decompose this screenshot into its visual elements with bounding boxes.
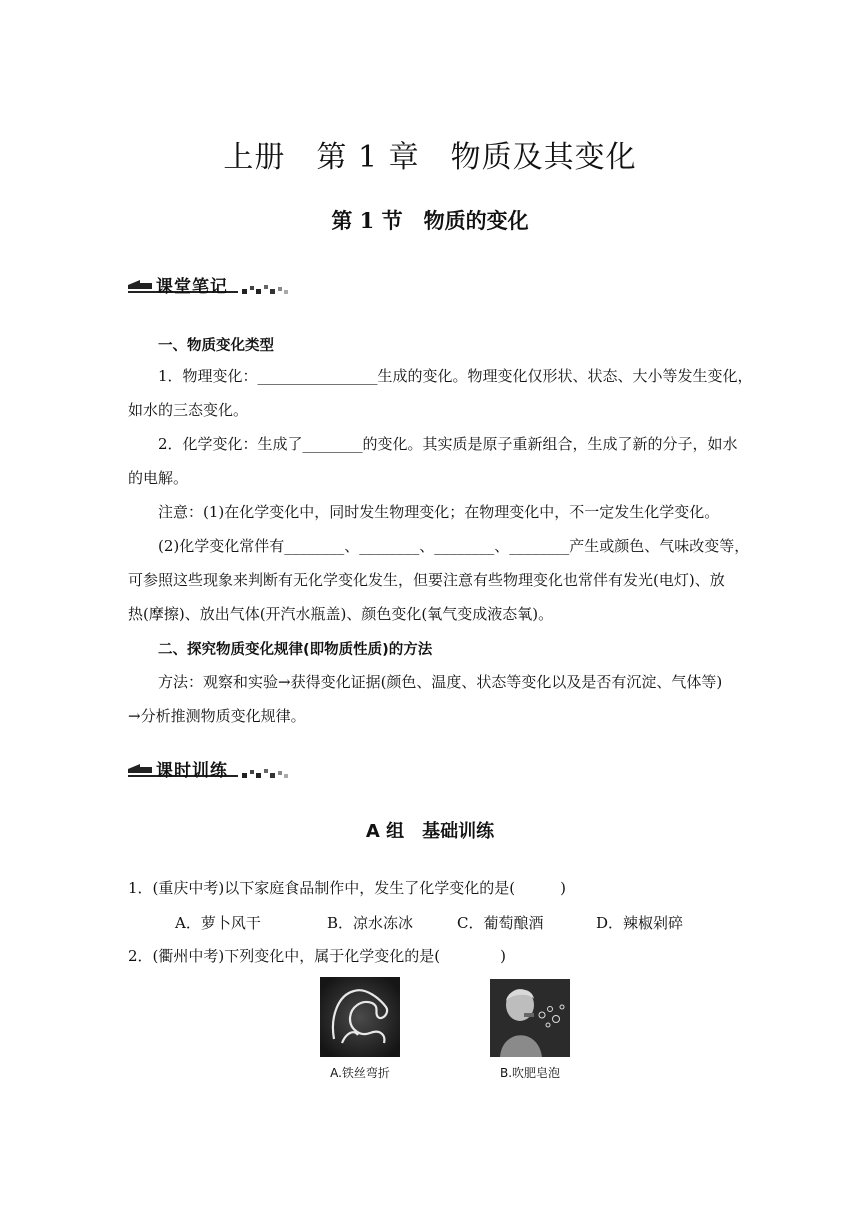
training-banner (126, 756, 291, 782)
blowing-bubbles-image (490, 979, 570, 1057)
question-1-option-c: C．葡萄酿酒 (457, 914, 544, 932)
image-caption-b: B.吹肥皂泡 (499, 1066, 561, 1080)
notes-item2-line2: 的电解。 (128, 469, 189, 487)
notes-method-line1: 方法：观察和实验→获得变化证据(颜色、温度、状态等变化以及是否有沉淀、气体等) (158, 673, 723, 691)
notes-item1-line2: 如水的三态变化。 (128, 401, 249, 419)
group-title: A 组 基础训练 (365, 821, 495, 842)
notes-method-line2: →分析推测物质变化规律。 (128, 707, 306, 725)
notes-heading-1: 一、物质变化类型 (158, 338, 274, 354)
chapter-title: 上册 第 1 章 物质及其变化 (223, 140, 637, 175)
image-caption-a: A.铁丝弯折 (330, 1066, 390, 1080)
notes-note2-line3: 热(摩擦)、放出气体(开汽水瓶盖)、颜色变化(氧气变成液态氧)。 (128, 605, 554, 623)
question-1-option-d: D．辣椒剁碎 (596, 914, 684, 932)
notes-item2-line1: 2．化学变化：生成了________的变化。其实质是原子重新组合，生成了新的分子，如水 (158, 435, 738, 453)
notes-note2-line2: 可参照这些现象来判断有无化学变化发生，但要注意有些物理变化也常伴有发光(电灯)、放 (128, 571, 725, 589)
question-2-stem: 2．(衢州中考)下列变化中，属于化学变化的是( ) (128, 947, 506, 965)
question-1-option-b: B．凉水冻冰 (327, 914, 414, 932)
question-1-option-a: A．萝卜风干 (175, 914, 261, 932)
training-banner-label: 课时训练 (156, 761, 228, 781)
question-1-stem: 1．(重庆中考)以下家庭食品制作中，发生了化学变化的是( ) (128, 879, 566, 897)
notes-banner-label: 课堂笔记 (156, 277, 228, 297)
notes-banner (126, 272, 291, 298)
bent-wire-image (320, 977, 400, 1057)
section-title: 第 1 节 物质的变化 (331, 208, 529, 233)
notes-heading-2: 二、探究物质变化规律(即物质性质)的方法 (158, 642, 433, 658)
notes-note1: 注意：(1)在化学变化中，同时发生物理变化；在物理变化中，不一定发生化学变化。 (158, 503, 720, 521)
notes-item1-line1: 1．物理变化：________________生成的变化。物理变化仅形状、状态、大小等发生变化， (158, 367, 753, 385)
notes-note2-line1: (2)化学变化常伴有________、________、________、________产生或颜色、气味改变等， (158, 537, 750, 555)
